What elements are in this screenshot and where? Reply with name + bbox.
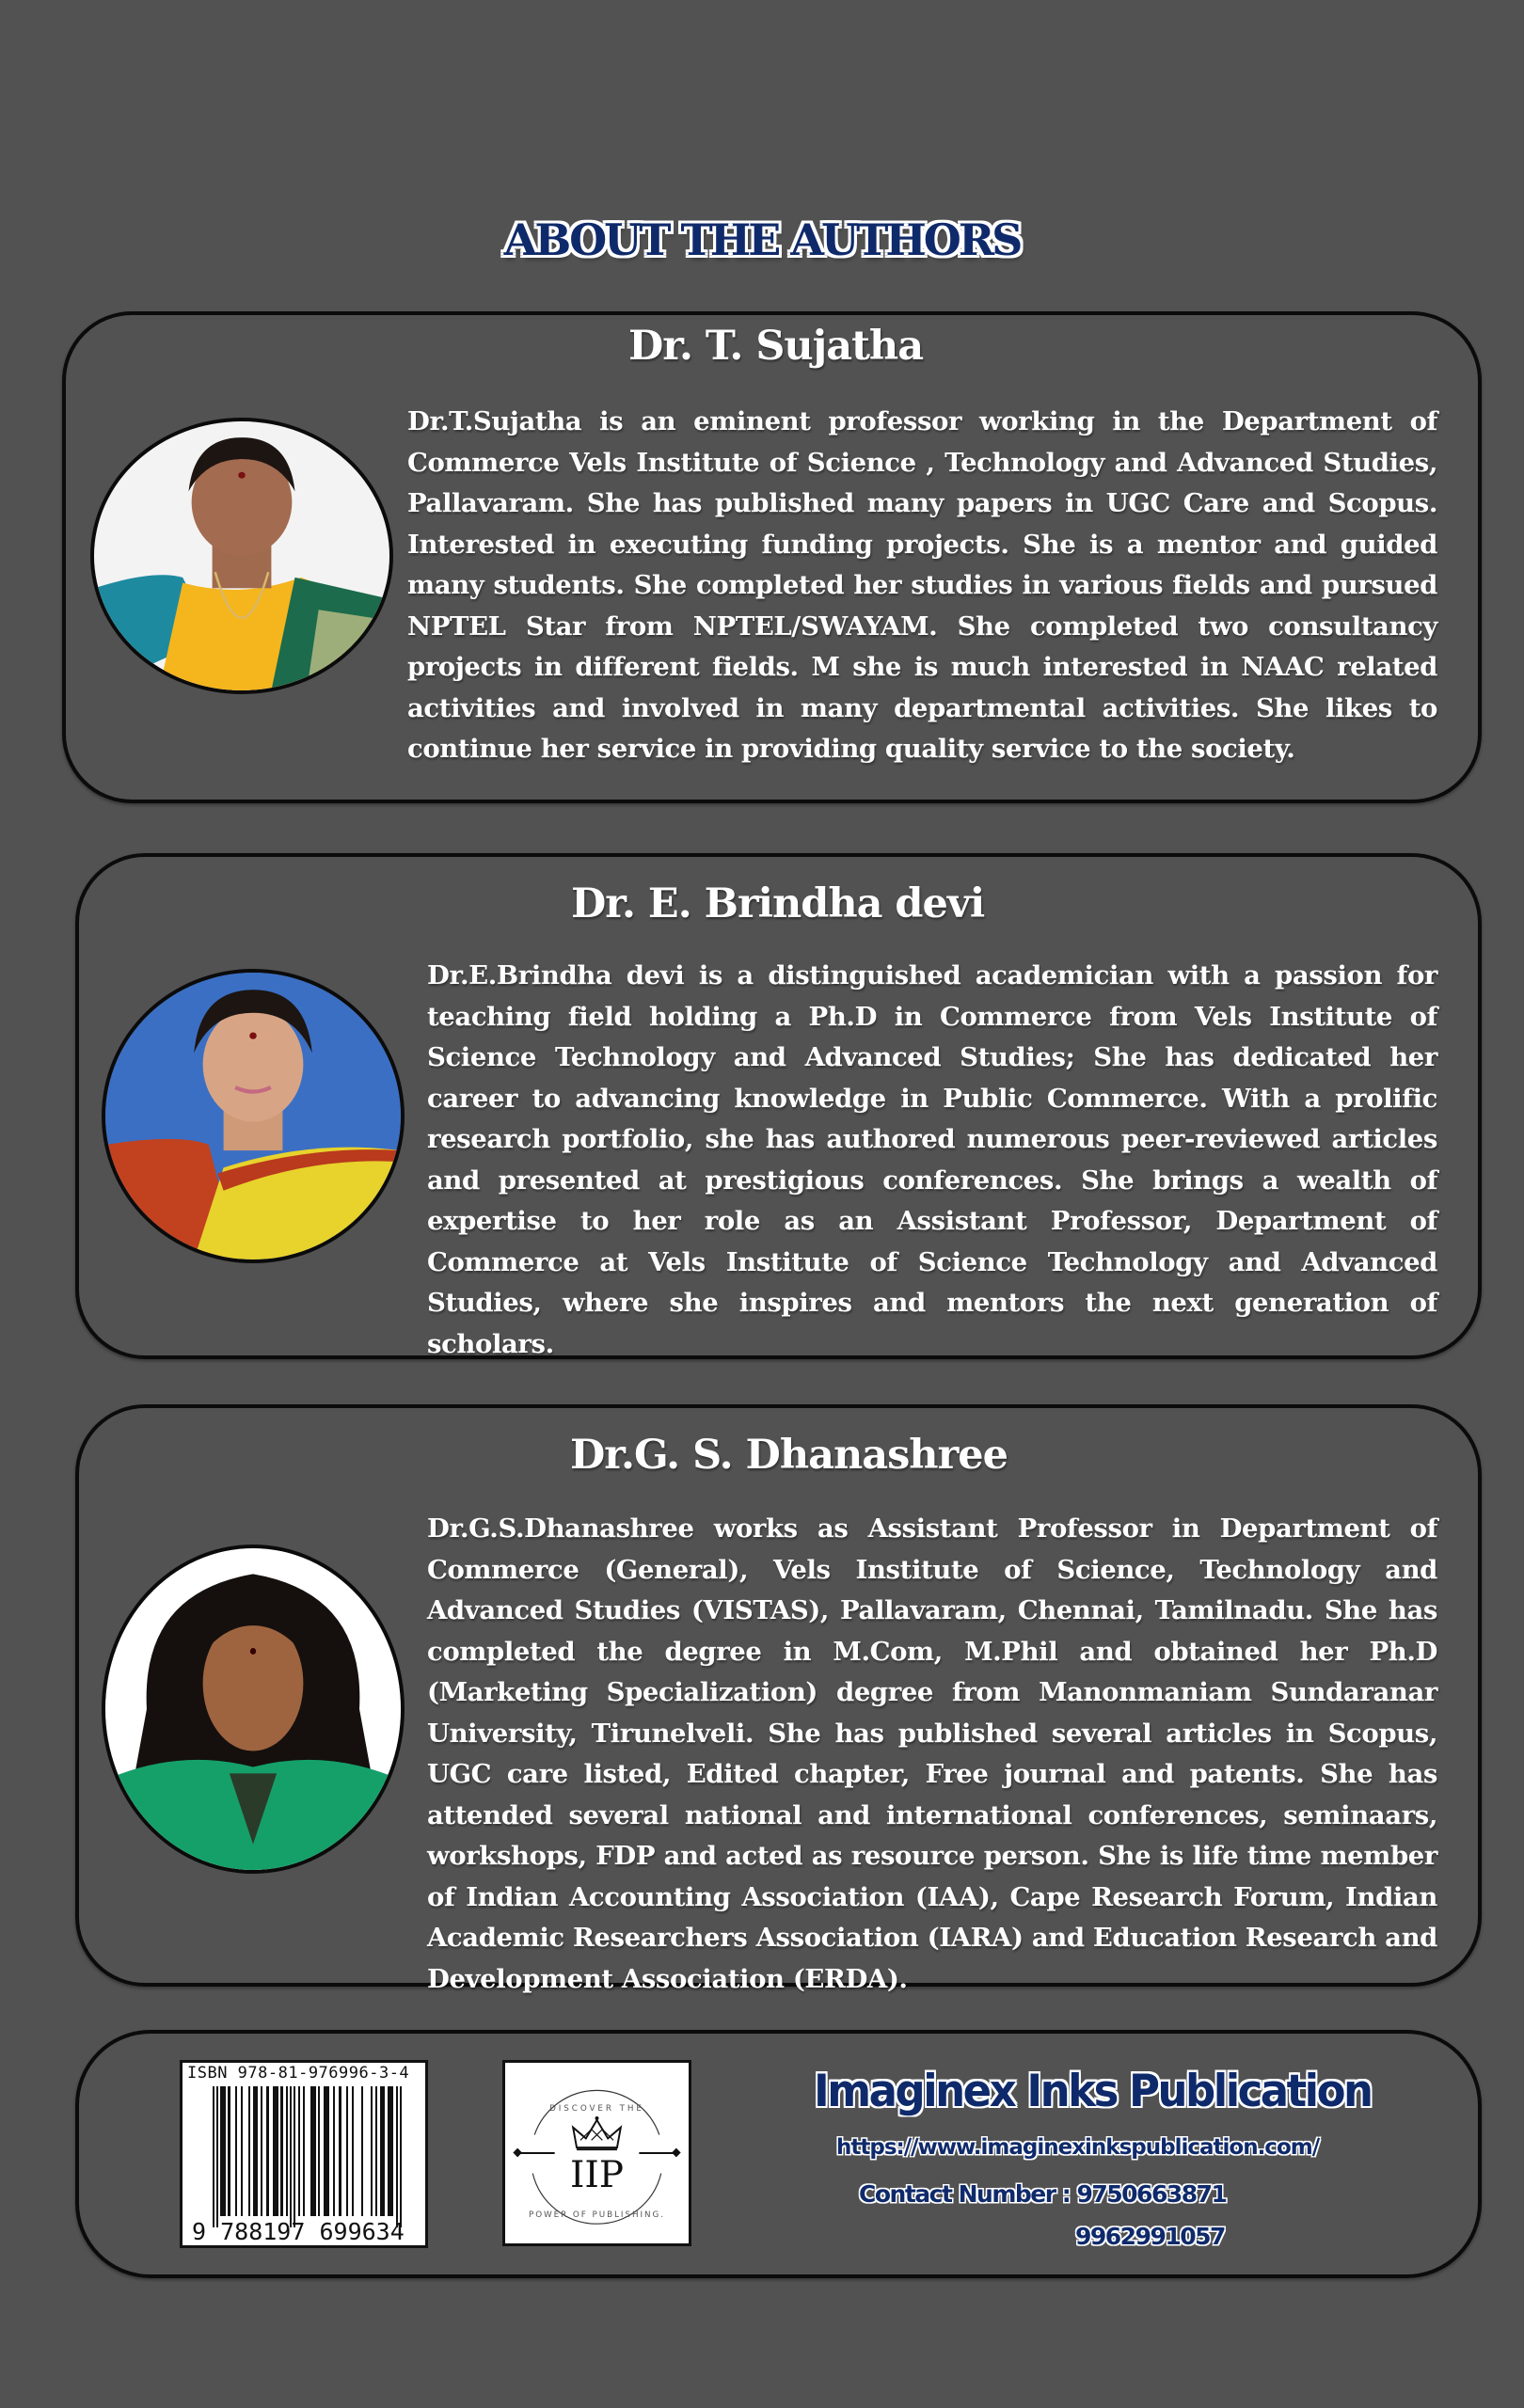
author-name: Dr. T. Sujatha <box>628 323 924 370</box>
barcode-icon <box>211 2086 406 2227</box>
author-photo-dhanashree <box>102 1545 405 1874</box>
portrait-icon <box>105 1548 401 1870</box>
portrait-icon <box>94 421 389 690</box>
logo-monogram: IIP <box>569 2154 625 2197</box>
author-bio: Dr.E.Brindha devi is a distinguished academician with a passion for teaching field holding a Ph.D in Commerce from Vels Institute of Science Technology and Advanced Studies; She has dedicated her career to advancing knowledge in Public Commerce. With a prolific research portfolio, she has authored numerous peer-reviewed articles and presented at prestigious conferences. She brings a wealth of expertise to her role as an Assistant Professor, Department of Commerce at Vels Institute of Science Technology and Advanced Studies, where she inspires and mentors the next generation of scholars. <box>427 960 1437 1359</box>
page-title: ABOUT THE AUTHORS <box>503 214 1021 265</box>
barcode-digits: 9 788197 699634 <box>192 2218 405 2245</box>
publisher-contact-number: Contact Number : 9750663871 <box>859 2180 1227 2208</box>
crown-icon <box>505 2063 689 2243</box>
author-name: Dr.G. S. Dhanashree <box>570 1432 1008 1479</box>
svg-text:DISCOVER THE: DISCOVER THE <box>549 2104 644 2115</box>
author-photo-brindha-devi <box>102 969 405 1263</box>
portrait-icon <box>105 973 401 1259</box>
publisher-website-link[interactable]: https://www.imaginexinkspublication.com/ <box>836 2135 1320 2160</box>
isbn-barcode <box>180 2060 428 2248</box>
author-name: Dr. E. Brindha devi <box>571 880 985 927</box>
author-bio: Dr.G.S.Dhanashree works as Assistant Professor in Department of Commerce (General), Vels Institute of Science, Technology and Advanced Studies (VISTAS), Pallavaram, Chennai, Tamilnadu. She has completed the degree in M.Com, M.Phil and obtained her Ph.D (Marketing Specialization) degree from Manonmaniam Sundaranar University, Tirunelveli. She has published several articles in Scopus, UGC care listed, Edited chapter, Free journal and patents. She has attended several national and international conferences, seminaars, workshops, FDP and acted as resource person. She is life time member of Indian Accounting Association (IAA), Cape Research Forum, Indian Academic Researchers Association (IARA) and Education Research and Development Association (ERDA). <box>427 1513 1437 1994</box>
publisher-name: Imaginex Inks Publication <box>814 2064 1372 2117</box>
svg-text:POWER OF PUBLISHING.: POWER OF PUBLISHING. <box>528 2210 666 2221</box>
author-bio: Dr.T.Sujatha is an eminent professor working in the Department of Commerce Vels Institute of Science , Technology and Advanced Studies, Pallavaram. She has published many papers in UGC Care and Scopus. Interested in executing funding projects. She is a mentor and guided many students. She completed her studies in various fields and pursued NPTEL Star from NPTEL/SWAYAM. She completed two consultancy projects in different fields. M she is much interested in NAAC related activities and involved in many departmental activities. She likes to continue her service in providing quality service to the society. <box>407 406 1437 764</box>
isbn-label: ISBN 978-81-976996-3-4 <box>187 2064 410 2083</box>
author-photo-sujatha <box>90 418 393 694</box>
publisher-contact-number-secondary: 9962991057 <box>1075 2223 1225 2250</box>
publisher-logo <box>502 2060 691 2246</box>
